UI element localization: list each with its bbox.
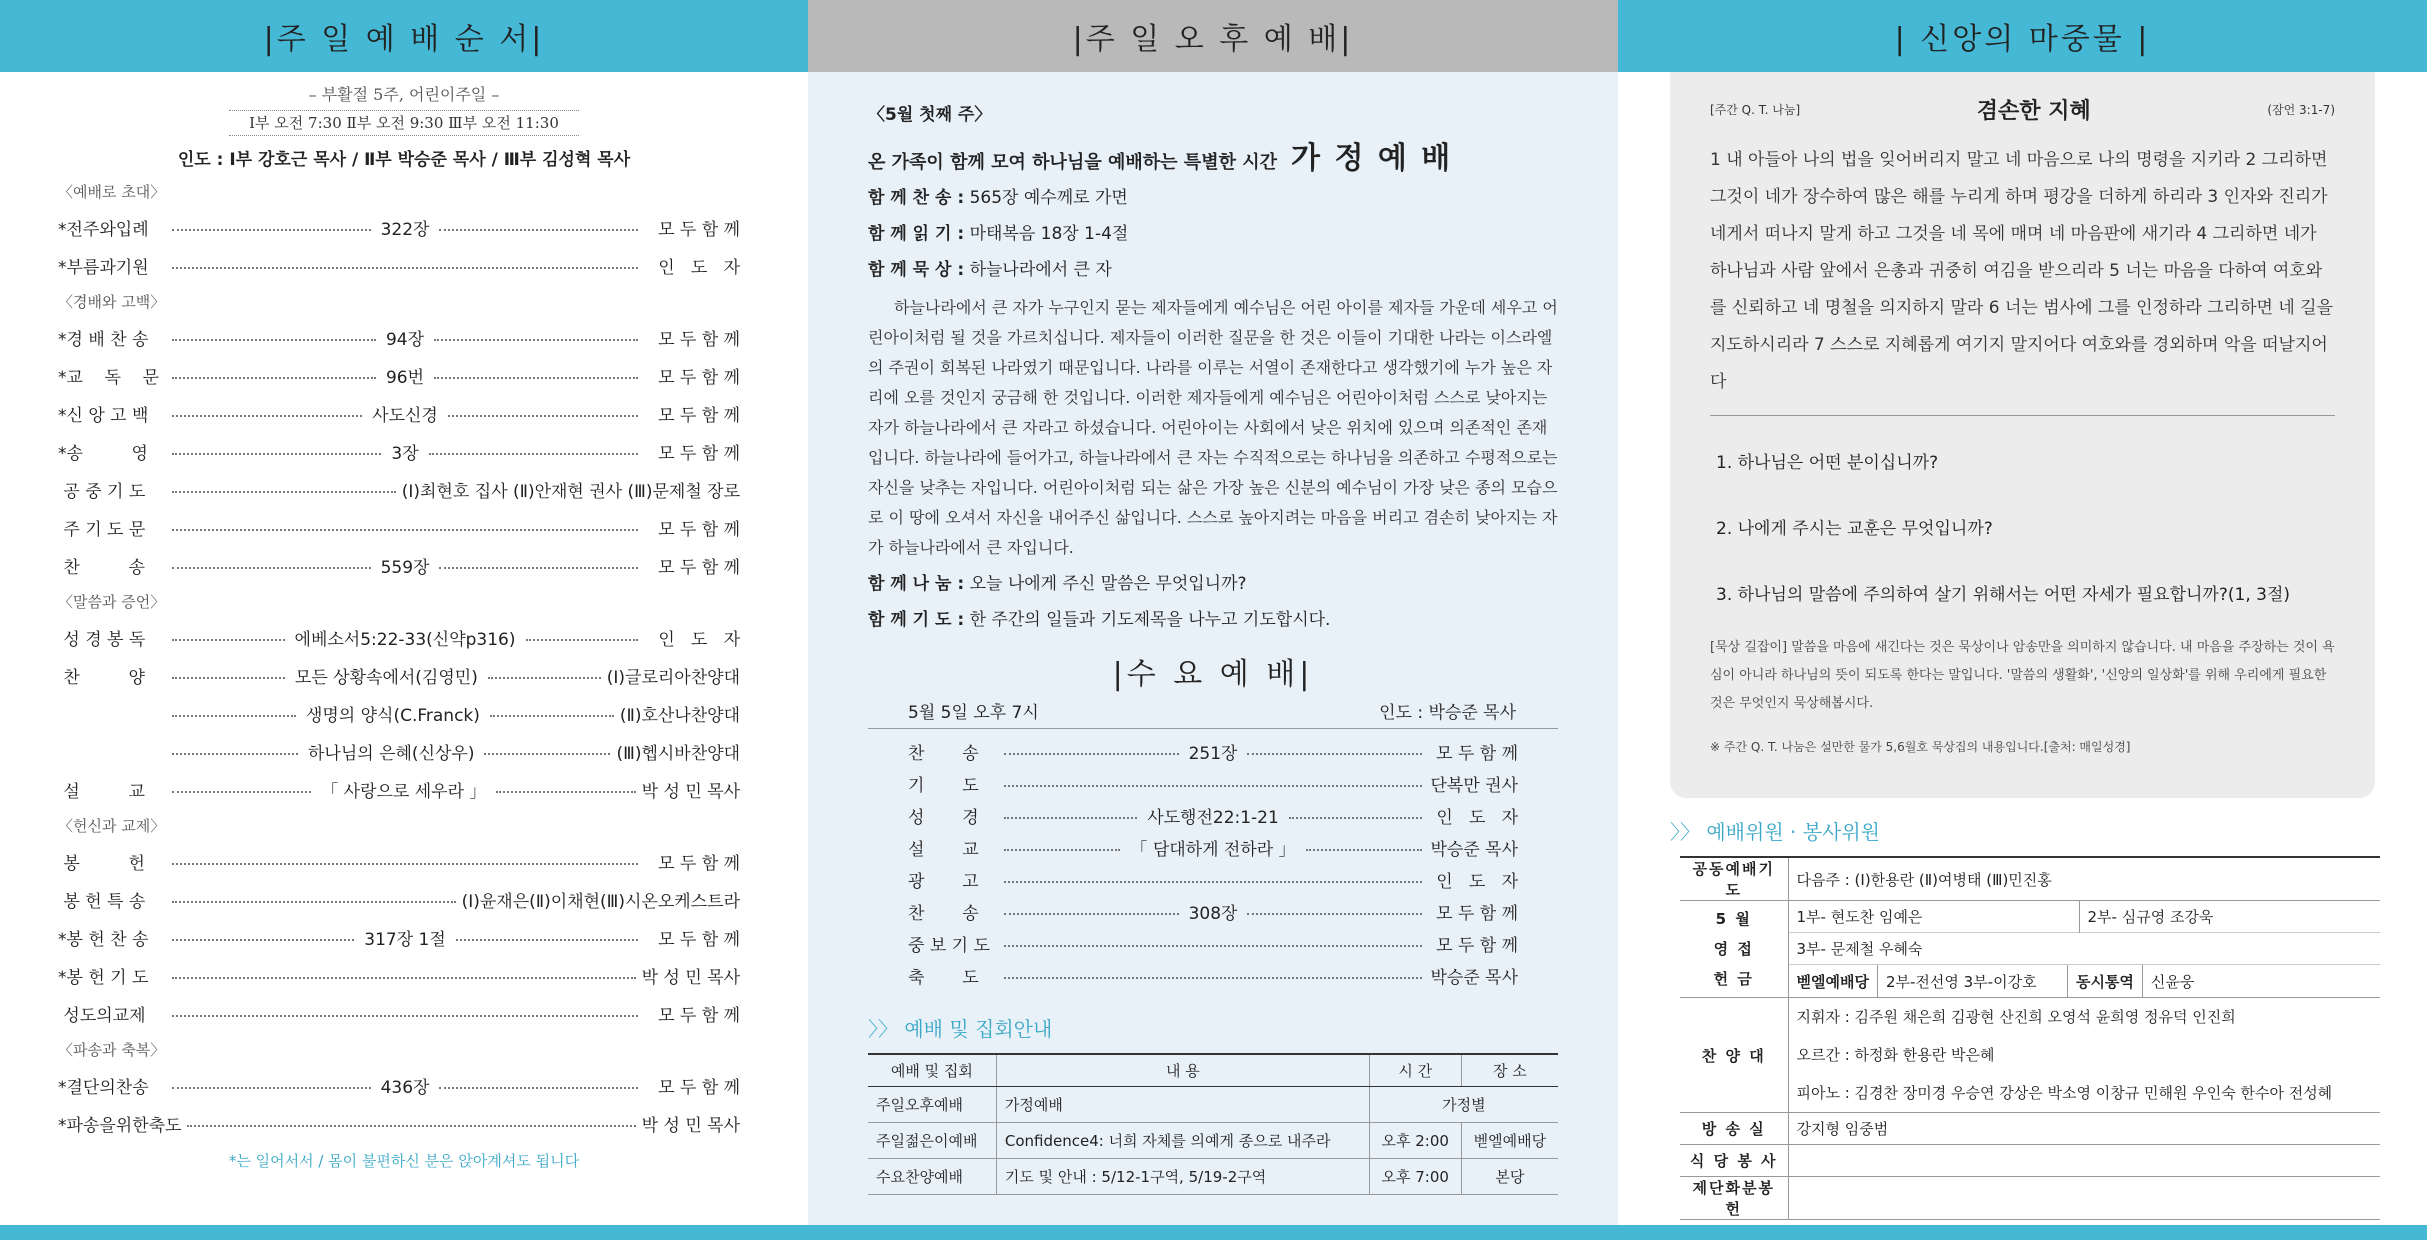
leader-dots	[172, 567, 371, 569]
order-item-label: 봉 헌	[58, 853, 145, 874]
public-prayer-label: 공동예배기도	[1680, 857, 1788, 901]
order-item-detail: 94장	[385, 329, 425, 350]
public-prayer-value: 다음주 : (Ⅰ)한용란 (Ⅱ)여병태 (Ⅲ)민진홍	[1788, 857, 2380, 901]
section-label: 〈예배로 초대〉	[58, 182, 166, 201]
qt-reference: (잠언 3:1-7)	[2267, 102, 2335, 117]
leader-dots	[172, 677, 285, 679]
order-item-label: *경 배 찬 송	[58, 329, 149, 350]
qt-scripture: 1 내 아들아 나의 법을 잊어버리지 말고 네 마음으로 나의 명령을 지키라 2 그리하면 그것이 네가 장수하여 많은 해를 누리게 하며 평강을 더하게 하리라 3 인자와 진리가 네게서 떠나지 말게 하고 그것을 네 목에 매며 네 마음판에 새기라 4 그리하면 네가 하나님과 사람 앞에서 은총과 귀중히 여김을 받으리라 5 너는 마음을 다하여 여호와를 신뢰하고 네 명철을 의지하지 말라 6 너는 범사에 그를 인정하라 그리하면 네 길을 지도하시리라 7 스스로 지혜롭게 여기지 말지어다 여호와를 경외하며 악을 떠날지어다	[1710, 142, 2335, 416]
wednesday-item	[868, 831, 1558, 863]
leader-dots	[484, 753, 610, 755]
schedule-cell: 벧엘예배당	[1461, 1122, 1558, 1158]
greeter-3: 3부- 문제철 우혜숙	[1796, 940, 1923, 958]
section-label: 〈말씀과 증언〉	[58, 592, 166, 611]
wednesday-item	[868, 927, 1558, 959]
wednesday-item-person: 모 두 함 께	[1436, 743, 1518, 764]
order-item-detail: 96번	[385, 367, 425, 388]
order-item	[0, 994, 808, 1032]
family-item-label: 함 께 기 도 :	[868, 610, 965, 630]
qt-panel	[1670, 72, 2375, 798]
order-item-person: 모 두 함 께	[658, 329, 740, 350]
order-item-person: 모 두 함 께	[658, 219, 740, 240]
leader-dots	[1004, 849, 1120, 851]
section-label: 〈경배와 고백〉	[58, 292, 166, 311]
order-item-label: 찬 양	[58, 667, 145, 688]
order-item-detail: 436장	[380, 1077, 430, 1098]
leader-dots	[1306, 849, 1422, 851]
wednesday-title: |수 요 예 배|	[1112, 657, 1314, 692]
family-item-value: 오늘 나에게 주신 말씀은 무엇입니까?	[969, 574, 1247, 594]
family-lead: 온 가족이 함께 모여 하나님을 예배하는 특별한 시간	[868, 152, 1278, 173]
leader-dots	[434, 377, 638, 379]
order-item	[0, 880, 808, 918]
schedule-cell: 수요찬양예배	[868, 1158, 996, 1194]
choir-organ: 오르간 : 하정화 한용란 박은혜	[1796, 1046, 1995, 1064]
kitchen-label: 식 당 봉 사	[1680, 1145, 1788, 1177]
flower-value	[1788, 1177, 2380, 1220]
family-worship-title: 가 정 예 배	[1291, 141, 1453, 176]
order-item-person: 박 성 민 목사	[641, 781, 740, 802]
offering-value-1: 2부-전선영 3부-이강호	[1877, 965, 2067, 997]
order-item-detail: 에베소서5:22-33(신약p316)	[294, 629, 516, 650]
schedule-cell: 주일오후예배	[868, 1086, 996, 1122]
leader-dots	[488, 677, 601, 679]
schedule-cell: 가정별	[1369, 1086, 1558, 1122]
order-item	[0, 1066, 808, 1104]
leader-dots	[172, 863, 638, 865]
order-item-label: *봉 헌 찬 송	[58, 929, 149, 950]
leaders: 인도 : Ⅰ부 강호근 목사 / Ⅱ부 박승준 목사 / Ⅲ부 김성혁 목사	[177, 150, 631, 170]
order-item-detail: 3장	[391, 443, 419, 464]
order-item	[0, 470, 808, 508]
family-item	[868, 183, 1558, 213]
schedule-cell: 본당	[1461, 1158, 1558, 1194]
leader-dots	[172, 639, 285, 641]
order-item	[0, 208, 808, 246]
order-item-label: *결단의찬송	[58, 1077, 149, 1098]
wednesday-item	[868, 895, 1558, 927]
order-item-label: *교 독 문	[58, 367, 159, 388]
order-item-label: 성 경 봉 독	[58, 629, 146, 650]
choir-piano: 피아노 : 김경찬 장미경 우승연 강상은 박소영 이창규 민해원 우인숙 한수아 전성혜	[1796, 1084, 2333, 1102]
order-item	[0, 956, 808, 994]
choir-conductor: 지휘자 : 김주원 채은희 김광현 산진희 오영석 윤희영 정유덕 인진희	[1796, 1008, 2236, 1026]
leader-dots	[496, 791, 635, 793]
order-item-person: 모 두 함 께	[658, 1077, 740, 1098]
week-label: 〈5월 첫째 주〉	[868, 105, 992, 125]
leader-dots	[439, 567, 638, 569]
schedule-row	[868, 1086, 1558, 1122]
order-item-label: 성도의교제	[58, 1005, 146, 1026]
leader-dots	[1247, 913, 1422, 915]
leader-dots	[187, 1125, 635, 1127]
order-item-person: 박 성 민 목사	[641, 1115, 740, 1136]
order-item-person: 모 두 함 께	[658, 405, 741, 426]
order-item-detail: 생명의 양식(C.Franck)	[305, 705, 480, 726]
qt-question: 3. 하나님의 말씀에 주의하여 살기 위해서는 어떤 자세가 필요합니까?(1, 3절)	[1716, 585, 2290, 605]
family-worship-line	[868, 133, 1558, 177]
order-item	[0, 770, 808, 808]
leader-dots	[1247, 753, 1422, 755]
order-item-label: *송 영	[58, 443, 148, 464]
family-item-value: 하늘나라에서 큰 자	[969, 260, 1112, 280]
order-item	[0, 356, 808, 394]
order-item-person: (Ⅲ)헵시바찬양대	[616, 743, 740, 764]
staff-table	[1680, 856, 2380, 1220]
schedule-cell: 오후 2:00	[1369, 1122, 1461, 1158]
order-item-person: 모 두 함 께	[658, 557, 740, 578]
wednesday-item-person: 모 두 함 께	[1436, 935, 1518, 956]
order-item-person: 모 두 함 께	[658, 853, 740, 874]
family-item-label: 함 께 묵 상 :	[868, 260, 965, 280]
leader-dots	[172, 1015, 638, 1017]
leader-dots	[439, 229, 638, 231]
wednesday-item-person: 인 도 자	[1436, 871, 1518, 892]
wednesday-item-label: 찬 송	[908, 903, 979, 924]
leader-dots	[1004, 977, 1422, 979]
qt-questions	[1710, 444, 2335, 614]
schedule-cell: Confidence4: 너희 자체를 의예게 종으로 내주라	[996, 1122, 1369, 1158]
order-item-label: 설 교	[58, 781, 145, 802]
wednesday-order	[868, 735, 1558, 991]
afternoon-worship-column	[808, 0, 1618, 1240]
order-item-person: 모 두 함 께	[658, 519, 740, 540]
order-item-label: 찬 송	[58, 557, 145, 578]
leader-dots	[1004, 945, 1422, 947]
leader-dots	[448, 415, 638, 417]
service-times: Ⅰ부 오전 7:30 Ⅱ부 오전 9:30 Ⅲ부 오전 11:30	[229, 110, 579, 136]
section-label: 〈파송과 축복〉	[58, 1040, 166, 1059]
wednesday-item	[868, 767, 1558, 799]
leader-dots	[172, 753, 298, 755]
qt-header	[1710, 92, 2335, 126]
order-item-detail: 「 사랑으로 세우라 」	[321, 781, 487, 802]
schedule-cell: 주일젊은이예배	[868, 1122, 996, 1158]
leader-dots	[1004, 785, 1422, 787]
wednesday-item	[868, 799, 1558, 831]
order-item-label: 봉 헌 특 송	[58, 891, 146, 912]
order-item	[0, 546, 808, 584]
qt-tag: [주간 Q. T. 나눔]	[1710, 102, 1801, 117]
wednesday-item-person: 모 두 함 께	[1436, 903, 1518, 924]
wednesday-item-detail: 「 담대하게 전하라 」	[1130, 839, 1296, 860]
wednesday-item-label: 설 교	[908, 839, 979, 860]
order-item-person: 모 두 함 께	[658, 1005, 740, 1026]
order-item	[0, 694, 808, 732]
order-item-detail: 모든 상황속에서(김영민)	[294, 667, 478, 688]
family-item-label: 함 께 찬 송 :	[868, 188, 965, 208]
family-item-label: 함 께 나 눔 :	[868, 574, 965, 594]
greeter-1: 1부- 현도찬 임예은	[1796, 908, 1923, 926]
order-item-label: 주 기 도 문	[58, 519, 146, 540]
leader-dots	[172, 977, 636, 979]
wednesday-item-label: 찬 송	[908, 743, 979, 764]
qt-title: 겸손한 지혜	[1976, 98, 2091, 124]
order-title: |주 일 예 배 순 서|	[0, 0, 808, 72]
leader-dots	[172, 453, 381, 455]
leader-dots	[490, 715, 614, 717]
order-of-service-column	[0, 0, 808, 1240]
order-item	[0, 318, 808, 356]
order-item-person: 인 도 자	[658, 257, 740, 278]
leader-dots	[172, 229, 371, 231]
wednesday-item-detail: 사도행전22:1-21	[1147, 807, 1279, 828]
order-item	[0, 732, 808, 770]
schedule-table	[868, 1053, 1558, 1195]
order-item-detail: 322장	[380, 219, 430, 240]
schedule-header: 내 용	[996, 1054, 1369, 1086]
order-item-label: *파송을위한축도	[58, 1115, 182, 1136]
leader-dots	[172, 267, 638, 269]
leader-dots	[172, 339, 376, 341]
broadcast-value: 강지형 임중범	[1788, 1113, 2380, 1145]
family-items	[868, 183, 1558, 285]
leader-dots	[429, 453, 638, 455]
leader-dots	[172, 715, 296, 717]
leader-dots	[172, 939, 354, 941]
leader-dots	[172, 377, 376, 379]
order-item-label: *신 앙 고 백	[58, 405, 149, 426]
leader-dots	[456, 939, 638, 941]
order-list	[0, 174, 808, 1142]
schedule-cell: 기도 및 안내 : 5/12-1구역, 5/19-2구역	[996, 1158, 1369, 1194]
wednesday-item-detail: 308장	[1188, 903, 1238, 924]
order-item	[0, 656, 808, 694]
family-item	[868, 255, 1558, 285]
leader-dots	[526, 639, 639, 641]
wednesday-item-person: 단복만 권사	[1430, 775, 1518, 796]
qt-question: 2. 나에게 주시는 교훈은 무엇입니까?	[1716, 519, 1993, 539]
family-item	[868, 569, 1558, 599]
leader-dots	[1004, 753, 1179, 755]
wednesday-item	[868, 735, 1558, 767]
family-item	[868, 605, 1558, 635]
family-item	[868, 219, 1558, 249]
order-item-label: *봉 헌 기 도	[58, 967, 149, 988]
wednesday-item-person: 박승준 목사	[1430, 967, 1518, 988]
leader-dots	[172, 491, 396, 493]
order-item	[0, 918, 808, 956]
faith-title: | 신앙의 마중물 |	[1618, 0, 2427, 72]
order-item-detail: 559장	[380, 557, 430, 578]
wednesday-item-label: 광 고	[908, 871, 979, 892]
bottom-bar	[0, 1225, 2427, 1240]
order-item-label: *전주와입례	[58, 219, 149, 240]
leader-dots	[172, 529, 638, 531]
leader-dots	[434, 339, 638, 341]
family-sharing	[868, 569, 1558, 635]
offering-label-1: 벧엘예배당	[1796, 972, 1869, 991]
choir-label: 찬 양 대	[1680, 998, 1788, 1113]
order-item	[0, 842, 808, 880]
schedule-header: 예배 및 집회	[868, 1054, 996, 1086]
leader-dots	[1289, 817, 1422, 819]
order-item-detail: 317장 1절	[364, 929, 446, 950]
order-item-label: *부름과기원	[58, 257, 149, 278]
flower-label: 제단화분봉헌	[1680, 1177, 1788, 1220]
faith-column	[1618, 0, 2427, 1240]
may-label: 5 월 영 접 헌 금	[1680, 901, 1788, 998]
greeter-2: 2부- 심규영 조강욱	[2079, 901, 2222, 933]
wednesday-header	[868, 697, 1558, 729]
wednesday-leader: 인도 : 박승준 목사	[1379, 703, 1516, 723]
order-item-person: 모 두 함 께	[658, 367, 740, 388]
order-item-detail: 하나님의 은혜(신상우)	[308, 743, 475, 764]
leader-dots	[172, 1087, 371, 1089]
order-item-person: (Ⅰ)글로리아찬양대	[606, 667, 740, 688]
qt-source: ※ 주간 Q. T. 나눔은 설만한 물가 5,6월호 묵상집의 내용입니다.[출처: 매일성경]	[1710, 740, 2131, 754]
wednesday-item-person: 박승준 목사	[1430, 839, 1519, 860]
schedule-header: 시 간	[1369, 1054, 1461, 1086]
wednesday-item-label: 축 도	[908, 967, 979, 988]
leader-dots	[439, 1087, 638, 1089]
meditation-paragraph: 하늘나라에서 큰 자가 누구인지 묻는 제자들에게 예수님은 어린 아이를 제자들 가운데 세우고 어린아이처럼 될 것을 가르치십니다. 제자들이 이러한 질문을 한 것은 이들이 기대한 나라는 이스라엘의 주권이 회복된 나라였기 때문입니다. 나라를 이루는 서열이 존재한다고 생각했기에 누가 높은 자리에 오를 것인지 궁금해 한 것입니다. 이러한 제자들에게 예수님은 어린아이처럼 스스로 낮아지는 자가 하늘나라에서 큰 자라고 하셨습니다. 어린아이는 사회에서 낮은 위치에 있으며 의존적인 존재입니다. 하늘나라에 들어가고, 하늘나라에서 큰 자는 수직적으로는 하나님을 의존하고 수평적으로는 자신을 낮추는 자입니다. 어린아이처럼 되는 삶은 가장 높은 신분의 예수님이 가장 낮은 종의 모습으로 이 땅에 오셔서 자신을 내어주신 삶입니다. 스스로 높아지려는 마음을 버리고 겸손히 낮아지는 자가 하늘나라에서 큰 자입니다.	[868, 298, 1558, 557]
order-item	[0, 246, 808, 284]
subtitle: – 부활절 5주, 어린이주일 –	[308, 85, 500, 104]
leader-dots	[172, 415, 362, 417]
order-item-person: 모 두 함 께	[658, 929, 741, 950]
family-item-value: 한 주간의 일들과 기도제목을 나누고 기도합시다.	[969, 610, 1331, 630]
standing-note: *는 일어서서 / 몸이 불편하신 분은 앉아계셔도 됩니다	[228, 1152, 580, 1170]
family-item-value: 마태복음 18장 1-4절	[969, 224, 1129, 244]
family-item-label: 함 께 읽 기 :	[868, 224, 965, 244]
order-item-person: (Ⅰ)최현호 집사 (Ⅱ)안재현 권사 (Ⅲ)문제철 장로	[401, 481, 740, 502]
wednesday-item-label: 기 도	[908, 775, 979, 796]
order-item-label: 공 중 기 도	[58, 481, 146, 502]
offering-label-2: 동시통역	[2067, 965, 2142, 997]
section-label: 〈헌신과 교제〉	[58, 816, 166, 835]
wednesday-item-detail: 251장	[1188, 743, 1238, 764]
wednesday-item-person: 인 도 자	[1436, 807, 1519, 828]
leader-dots	[172, 791, 311, 793]
schedule-cell: 가정예배	[996, 1086, 1369, 1122]
staff-heading: 〉〉 예배위원 · 봉사위원	[1670, 820, 1880, 844]
order-item	[0, 432, 808, 470]
schedule-row	[868, 1122, 1558, 1158]
wednesday-item	[868, 863, 1558, 895]
order-item-person: (Ⅰ)윤재은(Ⅱ)이채현(Ⅲ)시온오케스트라	[461, 891, 740, 912]
order-item-person: (Ⅱ)호산나찬양대	[619, 705, 741, 726]
order-item	[0, 618, 808, 656]
wednesday-item	[868, 959, 1558, 991]
offering-value-2: 신윤웅	[2142, 965, 2202, 997]
schedule-row	[868, 1158, 1558, 1194]
qt-question: 1. 하나님은 어떤 분이십니까?	[1716, 453, 1939, 473]
family-item-value: 565장 예수께로 가면	[969, 188, 1128, 208]
qt-guide: [묵상 길잡이] 말씀을 마음에 새긴다는 것은 묵상이나 암송만을 의미하지 않습니다. 내 마음을 주장하는 것이 욕심이 아니라 하나님의 뜻이 되도록 한다는 말입니다. '말씀의 생활화', '신앙의 일상화'를 위해 우리에게 필요한 것은 무엇인지 묵상해봅시다.	[1710, 640, 2335, 711]
leader-dots	[1004, 913, 1179, 915]
wednesday-item-label: 성 경	[908, 807, 979, 828]
order-item-person: 박 성 민 목사	[641, 967, 740, 988]
order-item-person: 모 두 함 께	[658, 443, 740, 464]
leader-dots	[1004, 881, 1422, 883]
wednesday-date: 5월 5일 오후 7시	[908, 703, 1039, 723]
order-item-detail: 사도신경	[372, 405, 438, 426]
schedule-header: 장 소	[1461, 1054, 1558, 1086]
afternoon-title: |주 일 오 후 예 배|	[808, 0, 1618, 72]
leader-dots	[1004, 817, 1137, 819]
order-item	[0, 1104, 808, 1142]
wednesday-item-label: 중 보 기 도	[908, 935, 990, 956]
leader-dots	[172, 901, 456, 903]
order-item-person: 인 도 자	[658, 629, 741, 650]
schedule-cell: 오후 7:00	[1369, 1158, 1461, 1194]
broadcast-label: 방 송 실	[1680, 1113, 1788, 1145]
order-item	[0, 394, 808, 432]
kitchen-value	[1788, 1145, 2380, 1177]
order-item	[0, 508, 808, 546]
schedule-heading: 〉〉 예배 및 집회안내	[868, 1017, 1053, 1041]
